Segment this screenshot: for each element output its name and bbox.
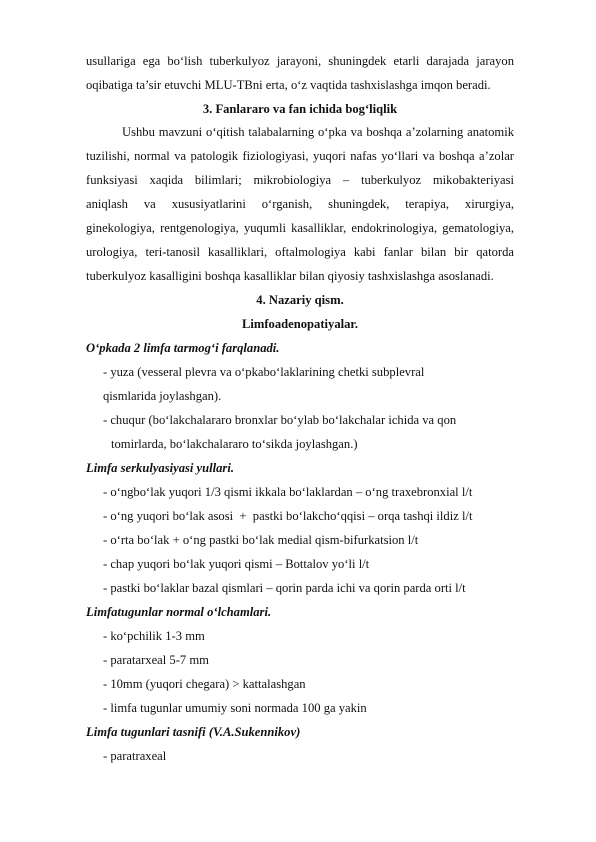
list-item: - 10mm (yuqori chegara) > kattalashgan	[103, 677, 306, 691]
subsection-title: Limfa serkulyasiyasi yullari.	[86, 461, 234, 475]
paragraph-line: usullariga ega bo‘lish tuberkulyoz jarayoni, shuningdek etarli darajada jarayon	[86, 54, 514, 68]
paragraph-line: tuberkulyoz kasalligini boshqa kasalliklar bilan qiyosiy tashxislashga asoslanadi.	[86, 269, 494, 283]
list-item: - chap yuqori bo‘lak yuqori qismi – Bottalov yo‘li l/t	[103, 557, 370, 571]
paragraph-line: funksiyasi xaqida bilimlari; mikrobiologiya – tuberkulyoz mikobakteriyasi	[86, 173, 514, 187]
section-heading: 4. Nazariy qism.	[256, 293, 344, 307]
list-item: - o‘ng yuqori bo‘lak asosi + pastki bo‘lakcho‘qqisi – orqa tashqi ildiz l/t	[103, 509, 473, 523]
list-item: - ko‘pchilik 1-3 mm	[103, 629, 205, 643]
list-item: - paratraxeal	[103, 749, 167, 763]
list-item: - yuza (vesseral plevra va o‘pkabo‘laklarining chetki subplevral	[103, 365, 425, 379]
list-item: - pastki bo‘laklar bazal qismlari – qorin parda ichi va qorin parda orti l/t	[103, 581, 466, 595]
list-item: - o‘rta bo‘lak + o‘ng pastki bo‘lak medial qism-bifurkatsion l/t	[103, 533, 419, 547]
list-item: - paratarxeal 5-7 mm	[103, 653, 209, 667]
section-heading: 3. Fanlararo va fan ichida bog‘liqlik	[202, 102, 398, 116]
paragraph-line: urologiya, teri-tanosil kasalliklari, oftalmologiya kabi fanlar bilan bir qatorda	[86, 245, 514, 259]
list-item: - chuqur (bo‘lakchalararo bronxlar bo‘ylab bo‘lakchalar ichida va qon	[103, 413, 457, 427]
list-item: - limfa tugunlar umumiy soni normada 100 ga yakin	[103, 701, 367, 715]
paragraph-line: ginekologiya, rentgenologiya, yuqumli kasalliklar, endokrinologiya, gematologiya,	[86, 221, 514, 235]
paragraph-line: aniqlash va xususiyatlarini o‘rganish, shuningdek, terapiya, xirurgiya,	[86, 197, 514, 211]
paragraph-line: oqibatiga ta’sir etuvchi MLU-TBni erta, o‘z vaqtida tashxislashga imqon beradi.	[86, 78, 491, 92]
list-item-continuation: qismlarida joylashgan).	[103, 389, 222, 403]
subsection-title: O‘pkada 2 limfa tarmog‘i farqlanadi.	[86, 341, 280, 355]
list-item-continuation: tomirlarda, bo‘lakchalararo to‘sikda joylashgan.)	[111, 437, 358, 451]
subsection-title: Limfa tugunlari tasnifi (V.A.Sukennikov)	[86, 725, 301, 739]
paragraph-line: tuzilishi, normal va patologik fiziologiyasi, yuqori nafas yo‘llari va boshqa a’zolar	[86, 149, 514, 163]
paragraph-line: Ushbu mavzuni o‘qitish talabalarning o‘pka va boshqa a’zolarning anatomik	[122, 125, 514, 139]
section-subheading: Limfoadenopatiyalar.	[241, 317, 359, 331]
list-item: - o‘ngbo‘lak yuqori 1/3 qismi ikkala bo‘laklardan – o‘ng traxebronxial l/t	[103, 485, 473, 499]
subsection-title: Limfatugunlar normal o‘lchamlari.	[86, 605, 272, 619]
